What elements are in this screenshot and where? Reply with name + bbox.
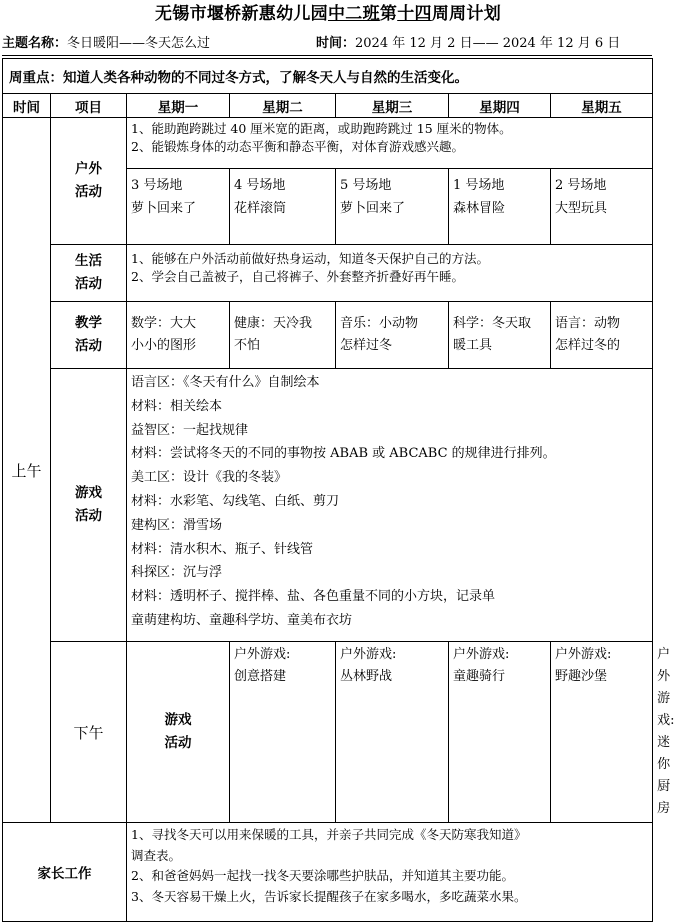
period-morning: 上午 [3, 118, 51, 823]
category-outdoor-line1: 户外 [75, 161, 102, 177]
teaching-line: 健康：天冷我 [234, 316, 313, 331]
teaching-line: 数学：大大 [131, 316, 197, 331]
parent-line: 3、冬天容易干燥上火，告诉家长提醒孩子在家多喝水，多吃蔬菜水果。 [131, 888, 527, 904]
time-value: 2024 年 12 月 2 日—— 2024 年 12 月 6 日 [355, 36, 621, 51]
category-outdoor [51, 118, 127, 245]
outdoor-tuesday [230, 169, 336, 245]
game-areas [127, 369, 653, 642]
game-line: 语言区：《冬天有什么》自制绘本 [131, 375, 320, 390]
life-goals [127, 245, 653, 302]
life-goal: 2、学会自己盖被子，自己将裤子、外套整齐折叠好再午睡。 [131, 269, 464, 284]
outdoor-place: 2 号场地 [555, 178, 607, 193]
teaching-line: 不怕 [234, 338, 261, 353]
teaching-line: 科学：冬天取 [453, 316, 532, 331]
category-afternoon-line1: 游戏 [164, 712, 192, 728]
afternoon-tuesday [336, 642, 449, 823]
afternoon-line: 野趣沙堡 [555, 669, 608, 684]
header-row [3, 94, 653, 118]
category-teaching-line1: 教学 [75, 315, 102, 331]
category-life [51, 245, 127, 302]
category-afternoon-line2: 活动 [164, 735, 192, 751]
category-parents: 家长工作 [3, 823, 127, 922]
header-wednesday: 星期三 [336, 94, 449, 118]
category-afternoon-games [127, 642, 230, 823]
teaching-wednesday [336, 302, 449, 369]
time-label: 时间： [316, 36, 356, 51]
header-tuesday: 星期二 [230, 94, 336, 118]
outdoor-goal: 1、能助跑跨跳过 40 厘米宽的距离，或助跑跨跳过 15 厘米的物体。 [131, 121, 512, 136]
teaching-line: 怎样过冬的 [555, 338, 621, 353]
game-line: 材料：透明杯子、搅拌棒、盐、各色重量不同的小方块，记录单 [131, 589, 496, 605]
afternoon-monday [230, 642, 336, 823]
parent-line: 2、和爸爸妈妈一起找一找冬天要涂哪些护肤品，并知道其主要功能。 [131, 868, 514, 883]
theme-value: 冬日暖阳——冬天怎么过 [67, 36, 211, 51]
outdoor-goals [127, 118, 653, 169]
week-focus: 周重点：知道人类各种动物的不同过冬方式，了解冬天人与自然的生活变化。 [3, 59, 653, 94]
outdoor-game: 大型玩具 [555, 201, 608, 216]
category-teaching [51, 302, 127, 369]
outdoor-place: 3 号场地 [131, 178, 183, 193]
afternoon-thursday [551, 642, 653, 823]
header-item: 项目 [51, 94, 127, 118]
header-time: 时间 [3, 94, 51, 118]
afternoon-line: 户外游戏: [340, 647, 397, 662]
header-divider [2, 55, 652, 56]
game-line: 材料：水彩笔、勾线笔、白纸、剪刀 [131, 493, 340, 509]
category-teaching-line2: 活动 [75, 338, 102, 354]
period-afternoon: 下午 [51, 642, 127, 823]
category-life-line2: 活动 [75, 276, 102, 292]
theme-line [2, 35, 210, 53]
game-line: 童萌建构坊、童趣科学坊、童美布衣坊 [131, 612, 353, 628]
category-games-line1: 游戏 [75, 485, 102, 501]
afternoon-line: 户外游戏: [453, 647, 510, 662]
game-line: 科探区：沉与浮 [131, 565, 223, 581]
header-friday: 星期五 [551, 94, 653, 118]
afternoon-wednesday [449, 642, 551, 823]
game-line: 益智区：一起找规律 [131, 422, 249, 438]
header-monday: 星期一 [127, 94, 230, 118]
game-line: 材料：尝试将冬天的不同的事物按 ABAB 或 ABCABC 的规律进行排列。 [131, 446, 556, 462]
category-games [51, 369, 127, 642]
game-line: 美工区：设计《我的冬装》 [131, 470, 288, 486]
theme-label: 主题名称： [2, 36, 68, 51]
title-mid: 第 [379, 4, 398, 24]
outdoor-game: 花样滚筒 [234, 201, 287, 216]
time-line [316, 35, 620, 53]
afternoon-line: 童趣骑行 [453, 669, 506, 684]
outdoor-game: 萝卜回来了 [131, 201, 197, 216]
outdoor-friday [551, 169, 653, 245]
teaching-line: 语言：动物 [555, 316, 621, 331]
parent-line: 1、寻找冬天可以用来保暖的工具，并亲子共同完成《冬天防寒我知道》 [131, 827, 527, 842]
game-line: 材料：相关绘本 [131, 398, 223, 414]
teaching-line: 暖工具 [453, 338, 493, 353]
page-title [0, 2, 656, 26]
afternoon-line: 丛林野战 [340, 669, 393, 684]
teaching-tuesday [230, 302, 336, 369]
teaching-line: 怎样过冬 [340, 338, 393, 353]
teaching-line: 小小的图形 [131, 338, 197, 353]
parent-work [127, 823, 653, 922]
category-outdoor-line2: 活动 [75, 184, 102, 200]
teaching-friday [551, 302, 653, 369]
outdoor-goal: 2、能锻炼身体的动态平衡和静态平衡，对体育游戏感兴趣。 [131, 139, 464, 154]
outdoor-thursday [449, 169, 551, 245]
outdoor-place: 1 号场地 [453, 178, 505, 193]
header-thursday: 星期四 [449, 94, 551, 118]
title-class-name: 中二班 [327, 4, 380, 24]
life-goal: 1、能够在户外活动前做好热身运动，知道冬天保护自己的方法。 [131, 251, 489, 266]
weekly-plan-table: 周重点：知道人类各种动物的不同过冬方式，了解冬天人与自然的生活变化。 时间 项目 星期一 星期二 星期三 星期四 星期五 上午 户外 活动 1、能助跑跨跳过 40 厘米宽的距离，或助跑跨跳过 15 厘米的物体。 2、能锻炼身体的动态平衡和静态平衡，对体育游戏感兴趣。 3 号场地 萝卜回来了 4 号场地 花样滚筒 5 号场地 萝卜回来了 1 号场地 森林冒险 2 号场地 大型玩具 生活 活动 1、能够在户外活动前做好热身运动，知道冬天保护自己的方法。 2、学会自己盖被子，自己将裤子、外套整齐折叠好再午睡。 教学 活动 数学：大大 小小的图形 健康：天冷我 不怕 音乐：小动物 怎样过冬 科学：冬天取 暖工具 语言：动物 怎样过冬的 游戏 活动 语言区：《冬天有什么》自制绘本 材料：相关绘本 益智区：一起找规律 材料：尝试将冬天的不同的事物按 ABAB 或 ABCABC 的规律进行排列。 美工区：设计《我的冬装》 材料：水彩笔、勾线笔、白纸、剪刀 建构区：滑雪场 材料：清水积木、瓶子、针线管 科探区：沉与浮 材料：透明杯子、搅拌棒、盐、各色重量不同的小方块，记录单 童萌建构坊、童趣科学坊、童美布衣坊 下午 游戏 活动 户外游戏: 创意搭建 户外游戏: 丛林野战 户外游戏: 童趣骑行 户外游戏: 野趣沙堡 户外游戏: 迷你厨房 家长工作 1、寻找冬天可以用来保暖的工具，并亲子共同完成《冬天防寒我知道》 调查表。 2、和爸爸妈妈一起找一找冬天要涂哪些护肤品，并知道其主要功能。 3、冬天容易干燥上火，告诉家长提醒孩子在家多喝水，多吃蔬菜水果。 [2, 58, 653, 922]
title-week-number: 十四 [397, 4, 432, 24]
teaching-thursday [449, 302, 551, 369]
category-games-line2: 活动 [75, 508, 102, 524]
outdoor-game: 萝卜回来了 [340, 201, 406, 216]
teaching-line: 音乐：小动物 [340, 316, 419, 331]
game-line: 材料：清水积木、瓶子、针线管 [131, 541, 314, 557]
outdoor-place: 4 号场地 [234, 178, 286, 193]
teaching-monday [127, 302, 230, 369]
game-line: 建构区：滑雪场 [131, 517, 223, 533]
outdoor-place: 5 号场地 [340, 178, 392, 193]
afternoon-line: 户外游戏: [555, 647, 612, 662]
afternoon-line: 创意搭建 [234, 669, 287, 684]
parent-line: 调查表。 [131, 847, 182, 863]
afternoon-line: 户外游戏: [234, 647, 291, 662]
outdoor-monday [127, 169, 230, 245]
title-prefix: 无锡市堰桥新惠幼儿园 [154, 4, 328, 24]
title-suffix: 周周计划 [431, 4, 502, 24]
category-life-line1: 生活 [75, 253, 102, 269]
outdoor-game: 森林冒险 [453, 201, 506, 216]
outdoor-wednesday [336, 169, 449, 245]
